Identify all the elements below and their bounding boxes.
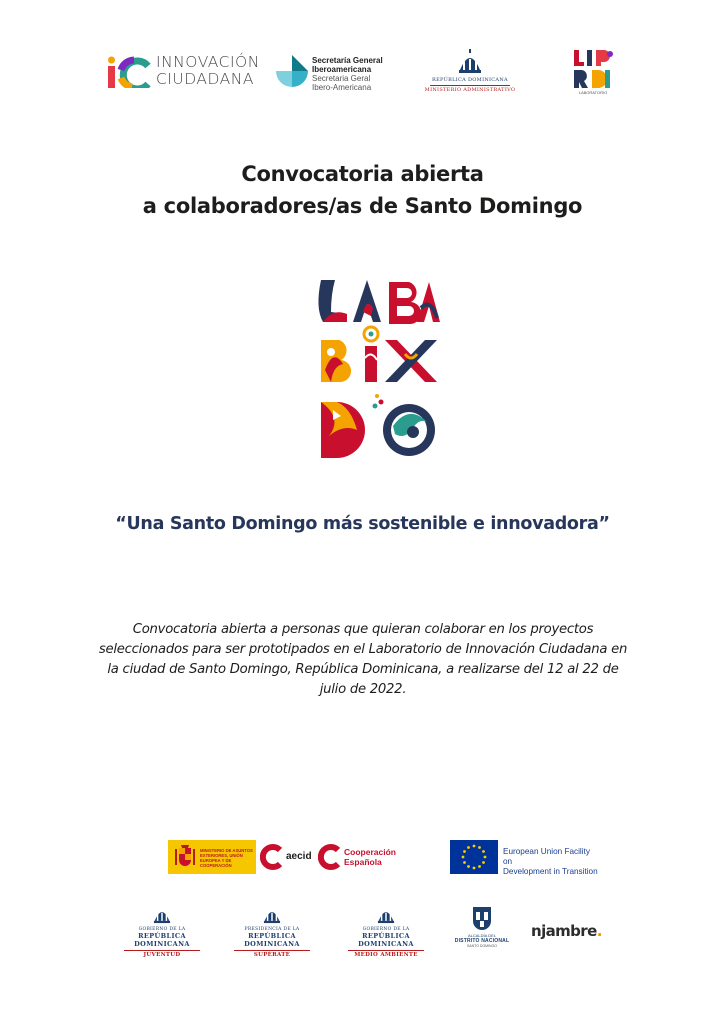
segib-mark-icon xyxy=(276,55,308,87)
gobierno-espana-logo xyxy=(168,840,256,874)
shield-icon xyxy=(472,906,492,932)
cooperacion-line2: Española xyxy=(344,857,382,867)
government-seal-icon xyxy=(375,904,397,926)
eu-flag-icon xyxy=(450,840,498,874)
ministerio-line1: REPÚBLICA DOMINICANA xyxy=(432,77,508,83)
cooperacion-c-icon xyxy=(318,844,344,870)
distrito-line3: SANTO DOMINGO xyxy=(466,944,498,948)
juventud-logo xyxy=(112,904,212,958)
aecid-text: aecid xyxy=(286,851,312,862)
description-paragraph: Convocatoria abierta a personas que quieran colaborar en los proyectos seleccionados para ser prototipados en el Laboratorio de Innovación Ciudadana en la ciudad de Santo Domingo, República Dominicana, a realizarse del 12 al 22 de julio de 2022. xyxy=(98,622,628,697)
distrito-line1: ALCALDÍA DEL xyxy=(467,933,496,938)
njambre-dot: . xyxy=(596,922,602,940)
eu-line2: Development in Transition xyxy=(503,867,598,876)
ic-text-line2: CIUDADANA xyxy=(156,70,254,88)
innovacion-ciudadana-logo xyxy=(108,52,268,92)
government-seal-icon xyxy=(151,904,173,926)
labixdo-emblem-icon xyxy=(313,278,441,462)
gobierno-espana-text: MINISTERIO DE ASUNTOS EXTERIORES, UNIÓN EUROPEA Y DE COOPERACIÓN xyxy=(200,848,253,868)
superate-line2: REPÚBLICA DOMINICANA xyxy=(244,932,300,948)
ic-mark-icon xyxy=(108,56,152,88)
superate-logo xyxy=(222,904,322,958)
juventud-divider xyxy=(124,950,200,951)
cooperacion-espanola-logo xyxy=(318,842,396,872)
lipd-caption: LABORATORIO xyxy=(578,90,608,95)
segib-line1a: Secretaría General xyxy=(312,56,383,65)
segib-line1b: Iberoamericana xyxy=(312,65,372,74)
juventud-line1: GOBIERNO DE LA xyxy=(138,927,186,932)
medio-ambiente-divider xyxy=(348,950,424,951)
njambre-logo xyxy=(531,922,611,942)
juventud-line2: REPÚBLICA DOMINICANA xyxy=(134,932,190,948)
government-seal-icon xyxy=(261,904,283,926)
cooperacion-line1: Cooperación xyxy=(344,847,396,857)
juventud-line3: JUVENTUD xyxy=(143,952,181,958)
superate-line3: SUPÉRATE xyxy=(253,952,291,958)
ministerio-logo xyxy=(422,48,518,96)
lipd-logo xyxy=(572,48,614,96)
aecid-logo xyxy=(260,842,314,872)
medio-ambiente-line1: GOBIERNO DE LA xyxy=(362,927,410,932)
ministerio-line2: MINISTERIO ADMINISTRATIVO xyxy=(424,87,516,93)
distrito-nacional-logo xyxy=(452,906,512,952)
government-seal-icon xyxy=(455,48,485,76)
title-line2: a colaboradores/as de Santo Domingo xyxy=(142,194,583,218)
medio-ambiente-line3: MEDIO AMBIENTE xyxy=(354,952,418,958)
superate-line1: PRESIDENCIA DE LA xyxy=(244,927,300,932)
medio-ambiente-line2: REPÚBLICA DOMINICANA xyxy=(358,932,414,948)
tagline: “Una Santo Domingo más sostenible e innovadora” xyxy=(115,514,610,534)
segib-logo xyxy=(276,52,388,92)
segib-line2b: Ibero-Americana xyxy=(312,83,372,92)
distrito-line2: DISTRITO NACIONAL xyxy=(454,938,510,944)
eu-line1: European Union Facility on xyxy=(503,847,590,866)
medio-ambiente-logo xyxy=(336,904,436,958)
lipd-mark-icon xyxy=(572,48,614,90)
superate-divider xyxy=(234,950,310,951)
spain-coat-of-arms-icon xyxy=(174,845,196,869)
aecid-c-icon xyxy=(260,844,286,870)
ministerio-divider xyxy=(430,85,510,86)
eu-facility-logo xyxy=(450,840,600,874)
ic-text-line1: INNOVACIÓN xyxy=(156,53,260,71)
segib-line2a: Secretaria Geral xyxy=(312,74,371,83)
page-title xyxy=(0,158,725,222)
title-line1: Convocatoria abierta xyxy=(241,162,484,186)
njambre-text: njambre xyxy=(531,922,597,940)
